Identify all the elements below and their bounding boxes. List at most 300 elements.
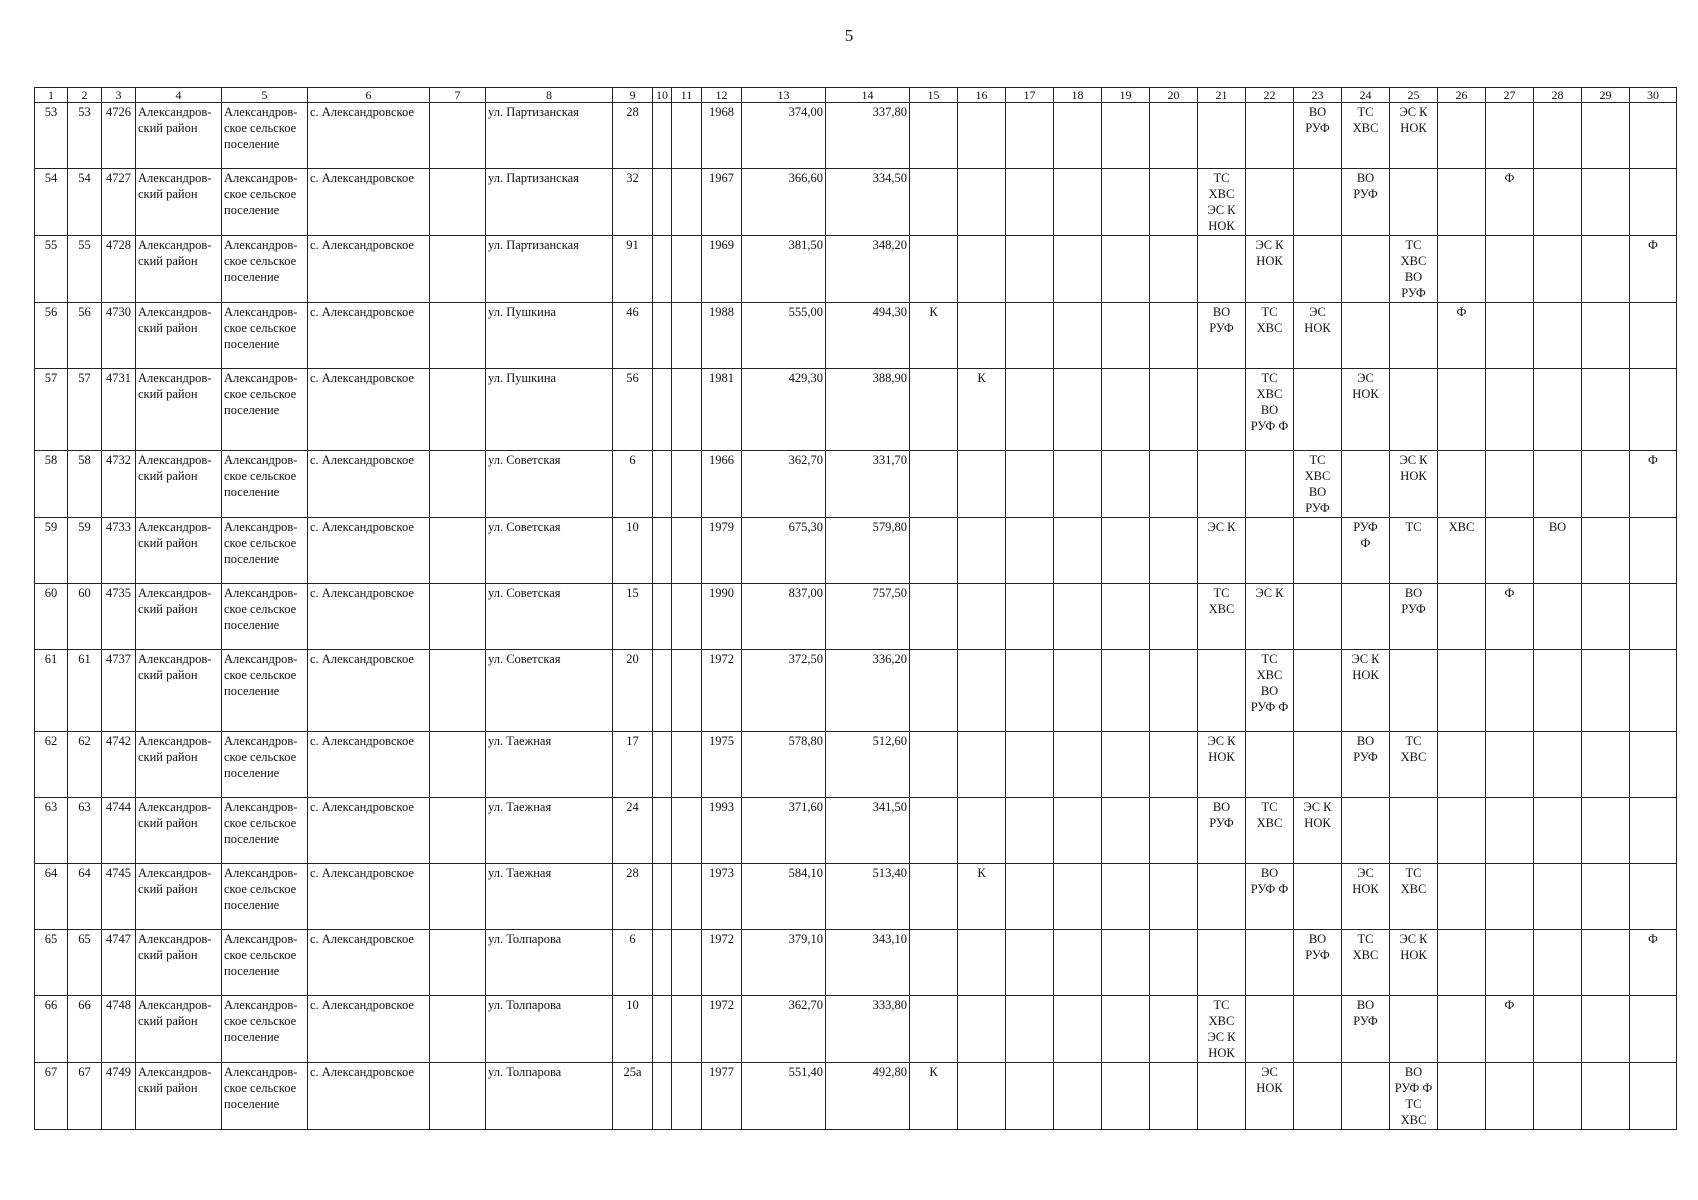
table-cell	[1438, 169, 1486, 236]
table-cell	[1342, 451, 1390, 518]
table-cell	[1006, 451, 1054, 518]
table-cell	[672, 798, 702, 864]
table-cell: Александров- ский район	[136, 864, 222, 930]
table-cell	[1630, 864, 1677, 930]
table-cell	[653, 798, 672, 864]
table-cell: Александров- ский район	[136, 451, 222, 518]
table-cell: Александров- ский район	[136, 236, 222, 303]
table-row	[35, 996, 1677, 1063]
table-cell: 1967	[702, 169, 742, 236]
table-cell	[1630, 103, 1677, 169]
column-header: 14	[826, 88, 910, 103]
table-cell	[1294, 1063, 1342, 1130]
table-cell: 1968	[702, 103, 742, 169]
table-cell: 15	[613, 584, 653, 650]
table-row	[35, 650, 1677, 732]
table-cell: 54	[35, 169, 68, 236]
table-cell: ТС ХВС	[1342, 103, 1390, 169]
table-cell: с. Александровское	[308, 584, 430, 650]
table-cell	[1486, 798, 1534, 864]
table-cell: 1979	[702, 518, 742, 584]
table-row	[35, 369, 1677, 451]
table-cell	[910, 451, 958, 518]
column-header: 25	[1390, 88, 1438, 103]
table-cell	[430, 584, 486, 650]
table-cell	[1150, 732, 1198, 798]
table-cell: ул. Таежная	[486, 798, 613, 864]
table-cell	[1534, 584, 1582, 650]
table-cell: Александров- ское сельское поселение	[222, 930, 308, 996]
table-cell: 64	[35, 864, 68, 930]
table-cell	[1438, 369, 1486, 451]
table-cell	[1054, 996, 1102, 1063]
page-number: 5	[844, 26, 854, 45]
table-cell: 429,30	[742, 369, 826, 451]
table-cell: 1975	[702, 732, 742, 798]
table-cell	[1006, 930, 1054, 996]
table-cell: Александров- ское сельское поселение	[222, 103, 308, 169]
table-cell	[1534, 996, 1582, 1063]
table-cell: 578,80	[742, 732, 826, 798]
table-cell: ТС ХВС ВО РУФ	[1294, 451, 1342, 518]
table-cell	[1150, 996, 1198, 1063]
table-cell	[1006, 584, 1054, 650]
table-cell	[1630, 169, 1677, 236]
table-cell	[1438, 103, 1486, 169]
column-header: 4	[136, 88, 222, 103]
table-cell	[1582, 169, 1630, 236]
table-cell	[1438, 864, 1486, 930]
column-header: 28	[1534, 88, 1582, 103]
table-cell	[1534, 303, 1582, 369]
table-cell: 4744	[102, 798, 136, 864]
table-cell	[1630, 369, 1677, 451]
table-cell	[1054, 103, 1102, 169]
table-cell	[430, 732, 486, 798]
table-cell	[1150, 169, 1198, 236]
table-cell: 63	[35, 798, 68, 864]
table-row	[35, 451, 1677, 518]
table-cell	[1534, 103, 1582, 169]
table-cell	[1054, 1063, 1102, 1130]
table-cell: Ф	[1630, 930, 1677, 996]
table-cell	[958, 236, 1006, 303]
table-cell	[1102, 518, 1150, 584]
column-header: 27	[1486, 88, 1534, 103]
table-cell: ВО РУФ Ф	[1246, 864, 1294, 930]
table-cell: 1990	[702, 584, 742, 650]
table-cell	[1534, 236, 1582, 303]
table-cell: ТС ХВС ВО РУФ Ф	[1246, 369, 1294, 451]
table-cell: 53	[35, 103, 68, 169]
table-cell: 58	[68, 451, 102, 518]
table-cell: с. Александровское	[308, 1063, 430, 1130]
column-header: 19	[1102, 88, 1150, 103]
table-cell	[1198, 451, 1246, 518]
table-cell: 4742	[102, 732, 136, 798]
table-cell	[1294, 584, 1342, 650]
table-cell: 4728	[102, 236, 136, 303]
table-cell	[1630, 798, 1677, 864]
table-cell: 53	[68, 103, 102, 169]
table-cell	[1006, 236, 1054, 303]
table-row	[35, 236, 1677, 303]
table-cell: 584,10	[742, 864, 826, 930]
table-cell: Александров- ское сельское поселение	[222, 996, 308, 1063]
table-cell	[1054, 369, 1102, 451]
table-cell: 837,00	[742, 584, 826, 650]
table-cell: 58	[35, 451, 68, 518]
table-cell: 67	[68, 1063, 102, 1130]
table-cell: Александров- ский район	[136, 303, 222, 369]
table-cell	[1246, 930, 1294, 996]
table-cell	[1150, 303, 1198, 369]
table-cell	[1294, 236, 1342, 303]
table-cell: 56	[613, 369, 653, 451]
table-cell	[672, 1063, 702, 1130]
table-cell: ЭС К	[1246, 584, 1294, 650]
table-cell	[1582, 798, 1630, 864]
column-header: 8	[486, 88, 613, 103]
column-header: 6	[308, 88, 430, 103]
table-cell	[653, 732, 672, 798]
table-cell	[1006, 303, 1054, 369]
table-cell: Александров- ское сельское поселение	[222, 303, 308, 369]
table-row	[35, 103, 1677, 169]
table-cell: 4732	[102, 451, 136, 518]
housing-register-table	[34, 87, 1677, 1130]
table-cell	[1390, 650, 1438, 732]
column-header: 29	[1582, 88, 1630, 103]
table-cell	[1006, 103, 1054, 169]
table-cell	[1102, 169, 1150, 236]
table-cell	[1054, 798, 1102, 864]
table-cell	[910, 650, 958, 732]
table-cell: 60	[35, 584, 68, 650]
table-cell	[1342, 303, 1390, 369]
table-cell	[1150, 236, 1198, 303]
table-cell	[910, 103, 958, 169]
table-cell	[958, 303, 1006, 369]
table-cell: 331,70	[826, 451, 910, 518]
table-cell: 65	[68, 930, 102, 996]
table-cell	[1006, 732, 1054, 798]
table-cell	[430, 169, 486, 236]
table-cell: 10	[613, 518, 653, 584]
table-cell	[430, 518, 486, 584]
table-cell: 4747	[102, 930, 136, 996]
table-cell	[958, 169, 1006, 236]
table-cell: Ф	[1486, 996, 1534, 1063]
table-cell: Александров- ское сельское поселение	[222, 169, 308, 236]
table-cell: 579,80	[826, 518, 910, 584]
table-cell	[1342, 1063, 1390, 1130]
column-header: 17	[1006, 88, 1054, 103]
column-header: 1	[35, 88, 68, 103]
table-cell: 4745	[102, 864, 136, 930]
table-cell: ВО	[1534, 518, 1582, 584]
table-cell	[1486, 650, 1534, 732]
table-cell: 4730	[102, 303, 136, 369]
column-header: 12	[702, 88, 742, 103]
table-cell: ЭС К НОК	[1294, 798, 1342, 864]
table-cell: Александров- ское сельское поселение	[222, 798, 308, 864]
table-cell: ЭС К НОК	[1198, 732, 1246, 798]
table-cell: 61	[68, 650, 102, 732]
table-cell	[910, 169, 958, 236]
table-cell	[672, 303, 702, 369]
table-cell: ул. Партизанская	[486, 103, 613, 169]
table-body	[35, 103, 1677, 1130]
table-cell: ЭС НОК	[1342, 369, 1390, 451]
table-cell	[430, 650, 486, 732]
table-cell	[1582, 864, 1630, 930]
table-cell	[1294, 732, 1342, 798]
table-cell: 1981	[702, 369, 742, 451]
table-cell: К	[910, 1063, 958, 1130]
table-cell	[1054, 169, 1102, 236]
table-cell: ул. Советская	[486, 451, 613, 518]
table-cell: Александров- ский район	[136, 732, 222, 798]
table-cell	[653, 996, 672, 1063]
table-cell: 334,50	[826, 169, 910, 236]
table-cell	[958, 103, 1006, 169]
table-cell: 17	[613, 732, 653, 798]
table-cell	[1342, 236, 1390, 303]
table-cell	[1294, 518, 1342, 584]
table-cell	[1246, 169, 1294, 236]
table-cell: 1993	[702, 798, 742, 864]
column-header: 11	[672, 88, 702, 103]
table-cell	[1006, 864, 1054, 930]
table-cell	[1486, 864, 1534, 930]
table-cell: 348,20	[826, 236, 910, 303]
column-header: 15	[910, 88, 958, 103]
table-cell: 757,50	[826, 584, 910, 650]
table-cell: ул. Партизанская	[486, 236, 613, 303]
table-cell	[1102, 798, 1150, 864]
table-cell: 4726	[102, 103, 136, 169]
table-cell: 59	[68, 518, 102, 584]
table-cell: 55	[68, 236, 102, 303]
table-cell: 343,10	[826, 930, 910, 996]
table-cell	[1582, 1063, 1630, 1130]
table-cell: с. Александровское	[308, 236, 430, 303]
table-cell: ЭС К НОК	[1390, 103, 1438, 169]
table-cell: 1966	[702, 451, 742, 518]
table-cell: с. Александровское	[308, 930, 430, 996]
table-cell	[1486, 103, 1534, 169]
table-cell	[958, 798, 1006, 864]
table-cell	[1102, 303, 1150, 369]
table-cell	[1198, 650, 1246, 732]
table-cell	[430, 451, 486, 518]
table-cell	[672, 864, 702, 930]
table-cell	[1582, 996, 1630, 1063]
table-cell	[1246, 732, 1294, 798]
table-cell: 371,60	[742, 798, 826, 864]
table-cell	[910, 930, 958, 996]
table-cell	[1582, 650, 1630, 732]
table-cell: Александров- ское сельское поселение	[222, 584, 308, 650]
table-cell	[1534, 650, 1582, 732]
column-header: 9	[613, 88, 653, 103]
table-cell: К	[910, 303, 958, 369]
table-cell: 91	[613, 236, 653, 303]
table-row	[35, 732, 1677, 798]
table-cell	[430, 1063, 486, 1130]
table-cell	[1150, 864, 1198, 930]
table-cell: Ф	[1630, 451, 1677, 518]
table-cell: Александров- ский район	[136, 169, 222, 236]
table-cell	[1534, 1063, 1582, 1130]
table-cell	[1054, 732, 1102, 798]
table-cell	[1054, 584, 1102, 650]
table-cell	[1390, 169, 1438, 236]
table-cell	[1102, 369, 1150, 451]
table-cell	[1438, 236, 1486, 303]
table-cell: ЭС НОК	[1294, 303, 1342, 369]
table-cell: Александров- ский район	[136, 103, 222, 169]
table-cell	[672, 996, 702, 1063]
table-cell: ул. Пушкина	[486, 369, 613, 451]
table-cell: 6	[613, 930, 653, 996]
table-cell	[672, 236, 702, 303]
table-cell	[1054, 236, 1102, 303]
table-cell	[1054, 518, 1102, 584]
table-cell: ВО РУФ	[1342, 169, 1390, 236]
table-cell: ТС ХВС ВО РУФ Ф	[1246, 650, 1294, 732]
table-cell: 55	[35, 236, 68, 303]
column-header: 5	[222, 88, 308, 103]
table-cell	[1102, 996, 1150, 1063]
table-cell: 24	[613, 798, 653, 864]
table-cell	[958, 584, 1006, 650]
table-cell	[430, 798, 486, 864]
table-cell	[958, 650, 1006, 732]
table-cell	[1438, 1063, 1486, 1130]
table-row	[35, 798, 1677, 864]
table-cell: Александров- ское сельское поселение	[222, 236, 308, 303]
table-cell	[1582, 103, 1630, 169]
table-cell	[1150, 518, 1198, 584]
table-cell: 362,70	[742, 451, 826, 518]
table-cell	[910, 864, 958, 930]
table-cell: с. Александровское	[308, 518, 430, 584]
table-cell	[1006, 369, 1054, 451]
table-cell	[430, 996, 486, 1063]
table-cell	[653, 518, 672, 584]
table-cell: ЭС НОК	[1246, 1063, 1294, 1130]
table-cell	[1342, 584, 1390, 650]
table-cell: с. Александровское	[308, 798, 430, 864]
table-cell: 28	[613, 864, 653, 930]
table-cell	[1630, 650, 1677, 732]
table-cell	[1534, 451, 1582, 518]
column-header: 10	[653, 88, 672, 103]
table-cell	[1630, 518, 1677, 584]
column-header: 24	[1342, 88, 1390, 103]
table-cell: ТС ХВС	[1390, 732, 1438, 798]
table-cell	[1630, 996, 1677, 1063]
column-number-row	[35, 88, 1677, 103]
column-header: 3	[102, 88, 136, 103]
table-cell: 555,00	[742, 303, 826, 369]
table-cell: 513,40	[826, 864, 910, 930]
table-cell: К	[958, 369, 1006, 451]
table-cell	[910, 996, 958, 1063]
table-cell	[653, 236, 672, 303]
table-cell: ВО РУФ	[1342, 732, 1390, 798]
table-cell	[672, 451, 702, 518]
table-cell	[430, 864, 486, 930]
table-cell	[1150, 650, 1198, 732]
table-cell	[430, 236, 486, 303]
table-cell	[1582, 584, 1630, 650]
table-cell: Ф	[1438, 303, 1486, 369]
table-row	[35, 930, 1677, 996]
table-cell: ул. Советская	[486, 584, 613, 650]
table-cell	[1294, 996, 1342, 1063]
table-cell	[1390, 303, 1438, 369]
table-cell	[1102, 584, 1150, 650]
table-cell: РУФ Ф	[1342, 518, 1390, 584]
table-cell: с. Александровское	[308, 864, 430, 930]
table-cell	[1294, 864, 1342, 930]
table-cell: 366,60	[742, 169, 826, 236]
table-cell	[1438, 798, 1486, 864]
table-cell: 4733	[102, 518, 136, 584]
table-cell	[1630, 732, 1677, 798]
table-cell: Александров- ский район	[136, 650, 222, 732]
table-cell: 67	[35, 1063, 68, 1130]
table-cell	[1486, 518, 1534, 584]
table-cell	[1150, 103, 1198, 169]
column-header: 21	[1198, 88, 1246, 103]
table-cell: с. Александровское	[308, 650, 430, 732]
table-cell: ЭС К НОК	[1390, 930, 1438, 996]
table-cell	[1630, 1063, 1677, 1130]
table-cell	[1534, 169, 1582, 236]
table-cell: 32	[613, 169, 653, 236]
table-cell: ВО РУФ	[1294, 930, 1342, 996]
table-cell: 494,30	[826, 303, 910, 369]
table-cell: 4727	[102, 169, 136, 236]
column-header: 7	[430, 88, 486, 103]
table-cell: с. Александровское	[308, 369, 430, 451]
table-cell: ТС ХВС	[1198, 584, 1246, 650]
table-row	[35, 303, 1677, 369]
table-cell	[672, 584, 702, 650]
table-cell: 362,70	[742, 996, 826, 1063]
table-cell	[1246, 451, 1294, 518]
table-cell: 28	[613, 103, 653, 169]
table-cell	[1006, 996, 1054, 1063]
table-cell: 65	[35, 930, 68, 996]
table-cell: Александров- ский район	[136, 369, 222, 451]
table-cell: ул. Толпарова	[486, 930, 613, 996]
table-cell: ТС ХВС	[1342, 930, 1390, 996]
table-cell: 66	[35, 996, 68, 1063]
table-cell	[1054, 930, 1102, 996]
table-cell: 379,10	[742, 930, 826, 996]
table-cell: Александров- ское сельское поселение	[222, 518, 308, 584]
table-cell: 1973	[702, 864, 742, 930]
table-cell: 20	[613, 650, 653, 732]
table-cell: ТС	[1390, 518, 1438, 584]
table-cell: с. Александровское	[308, 303, 430, 369]
table-cell: ВО РУФ	[1198, 303, 1246, 369]
